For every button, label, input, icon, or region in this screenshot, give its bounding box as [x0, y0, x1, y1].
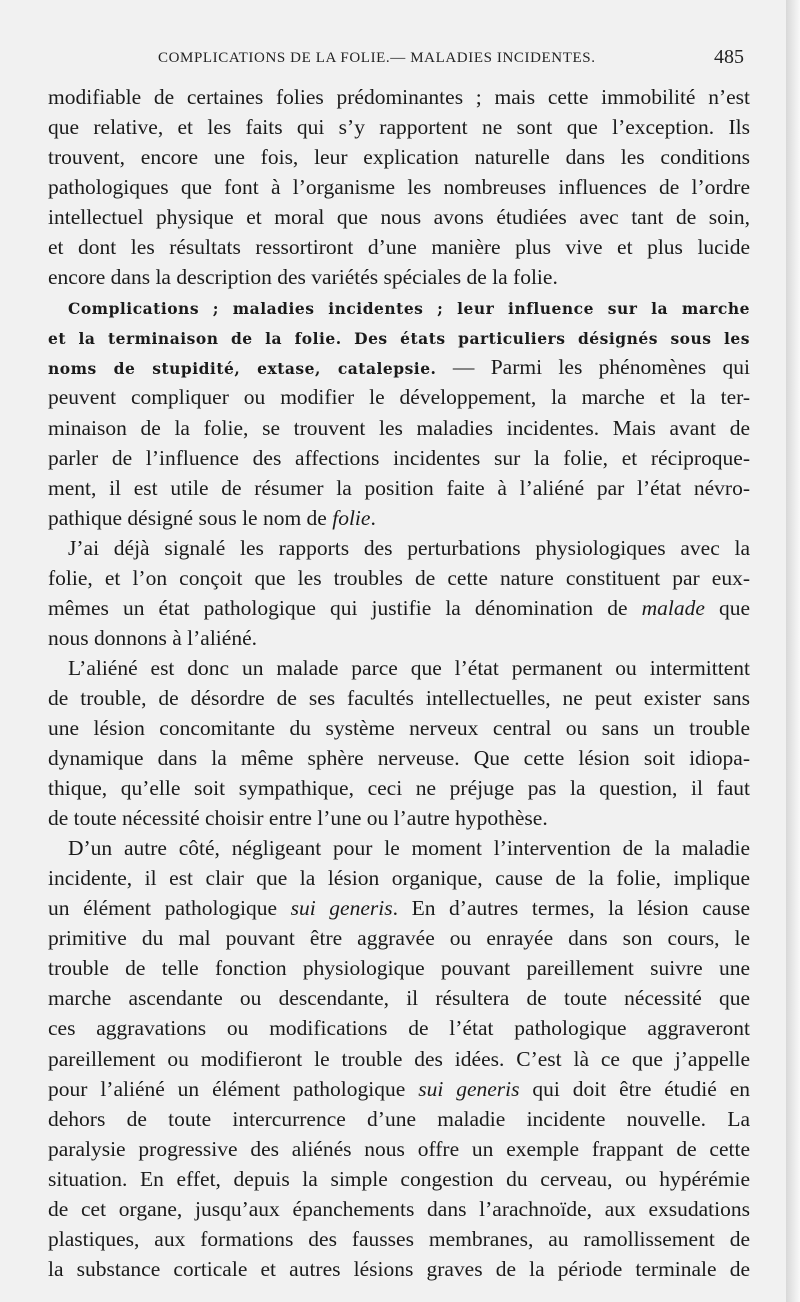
- text-run: .: [370, 505, 376, 530]
- text-line: dynamique dans la même sphère nerveuse. Que cette lésion soit idiopa-: [48, 746, 750, 771]
- section-heading-text: Complications ; maladies incidentes ; leur influence sur la marche: [68, 299, 750, 319]
- text-line: que relative, et les faits qui s’y rapportent ne sont que l’exception. Ils: [48, 115, 750, 140]
- text-run: qui doit être étudié en: [519, 1076, 750, 1101]
- section-heading-line: [48, 322, 750, 352]
- text-line: trouble de telle fonction physiologique pouvant pareillement suivre une: [48, 956, 750, 981]
- text-run: pathique désigné sous le nom de: [48, 505, 333, 530]
- text-run: que: [704, 595, 750, 620]
- text-line: et dont les résultats ressortiront d’une manière plus vive et plus lucide: [48, 235, 750, 260]
- text-line: [48, 352, 750, 382]
- text-line: incidente, il est clair que la lésion organique, cause de la folie, implique: [48, 866, 750, 891]
- italic-term: sui generis: [418, 1076, 520, 1101]
- text-line: ment, il est utile de résumer la position faite à l’aliéné par l’état névro-: [48, 475, 750, 500]
- section-heading-line: [48, 292, 750, 322]
- text-line: folie, et l’on conçoit que les troubles de cette nature constituent par eux-: [48, 565, 750, 590]
- text-line: une lésion concomitante du système nerveux central ou sans un trouble: [48, 715, 750, 740]
- text-line: [48, 593, 750, 623]
- text-run: un élément pathologique: [48, 896, 291, 921]
- page-edge-shadow: [786, 0, 800, 1302]
- body-text: [48, 82, 750, 1284]
- text-line: de cet organe, jusqu’aux épanchements dans l’arachnoïde, aux exsudations: [48, 1196, 750, 1221]
- text-line: nous donnons à l’aliéné.: [48, 625, 257, 650]
- text-line: la substance corticale et autres lésions graves de la période terminale de: [48, 1256, 750, 1281]
- italic-term: sui generis: [290, 896, 393, 921]
- text-line: D’un autre côté, négligeant pour le moment l’intervention de la maladie: [68, 836, 750, 861]
- text-line: [48, 1074, 750, 1104]
- running-title: COMPLICATIONS DE LA FOLIE.— MALADIES INCIDENTES.: [158, 50, 596, 66]
- text-line: encore dans la description des variétés spéciales de la folie.: [48, 265, 558, 290]
- text-line: modifiable de certaines folies prédominantes ; mais cette immobilité n’est: [48, 85, 750, 109]
- page-number: 485: [714, 46, 744, 68]
- text-line: pathologiques que font à l’organisme les nombreuses influences de l’ordre: [48, 175, 750, 200]
- text-line: plastiques, aux formations des fausses membranes, au ramollissement de: [48, 1226, 750, 1251]
- text-line: L’aliéné est donc un malade parce que l’état permanent ou intermittent: [68, 655, 750, 680]
- text-line: peuvent compliquer ou modifier le développement, la marche et la ter-: [48, 385, 750, 410]
- text-run: . En d’autres termes, la lésion cause: [392, 896, 750, 921]
- running-head: [48, 46, 748, 72]
- section-heading-text: et la terminaison de la folie. Des états particuliers désignés sous les: [48, 329, 750, 349]
- text-line: thique, qu’elle soit sympathique, ceci ne préjuge pas la question, il faut: [48, 776, 750, 801]
- text-line: dehors de toute intercurrence d’une maladie incidente nouvelle. La: [48, 1106, 750, 1131]
- italic-term: malade: [641, 595, 705, 620]
- text-line: marche ascendante ou descendante, il résultera de toute nécessité que: [48, 986, 750, 1011]
- text-line: de trouble, de désordre de ses facultés intellectuelles, ne peut exister sans: [48, 685, 750, 710]
- section-heading-text: noms de stupidité, extase, catalepsie.: [48, 359, 437, 379]
- text-line: [48, 893, 750, 923]
- text-line: parler de l’influence des affections incidentes sur la folie, et réciproque-: [48, 445, 750, 470]
- text-line: minaison de la folie, se trouvent les maladies incidentes. Mais avant de: [48, 415, 750, 440]
- text-line: primitive du mal pouvant être aggravée ou enrayée dans son cours, le: [48, 926, 750, 951]
- text-line: J’ai déjà signalé les rapports des perturbations physiologiques avec la: [68, 535, 750, 560]
- text-run: pour l’aliéné un élément pathologique: [48, 1076, 419, 1101]
- italic-term: folie: [332, 505, 371, 530]
- text-line: intellectuel physique et moral que nous avons étudiées avec tant de soin,: [48, 205, 750, 230]
- text-line: pareillement ou modifieront le trouble des idées. C’est là ce que j’appelle: [48, 1046, 750, 1071]
- text-run: mêmes un état pathologique qui justifie la dénomination de: [48, 595, 642, 620]
- text-line: [48, 503, 750, 533]
- text-line: de toute nécessité choisir entre l’une ou l’autre hypothèse.: [48, 806, 548, 831]
- text-line: ces aggravations ou modifications de l’état pathologique aggraveront: [48, 1016, 750, 1041]
- text-line: situation. En effet, depuis la simple congestion du cerveau, ou hypérémie: [48, 1166, 750, 1191]
- text-line: paralysie progressive des aliénés nous offre un exemple frappant de cette: [48, 1136, 750, 1161]
- text-run: — Parmi les phénomènes qui: [436, 355, 750, 380]
- text-line: trouvent, encore une fois, leur explication naturelle dans les conditions: [48, 145, 750, 170]
